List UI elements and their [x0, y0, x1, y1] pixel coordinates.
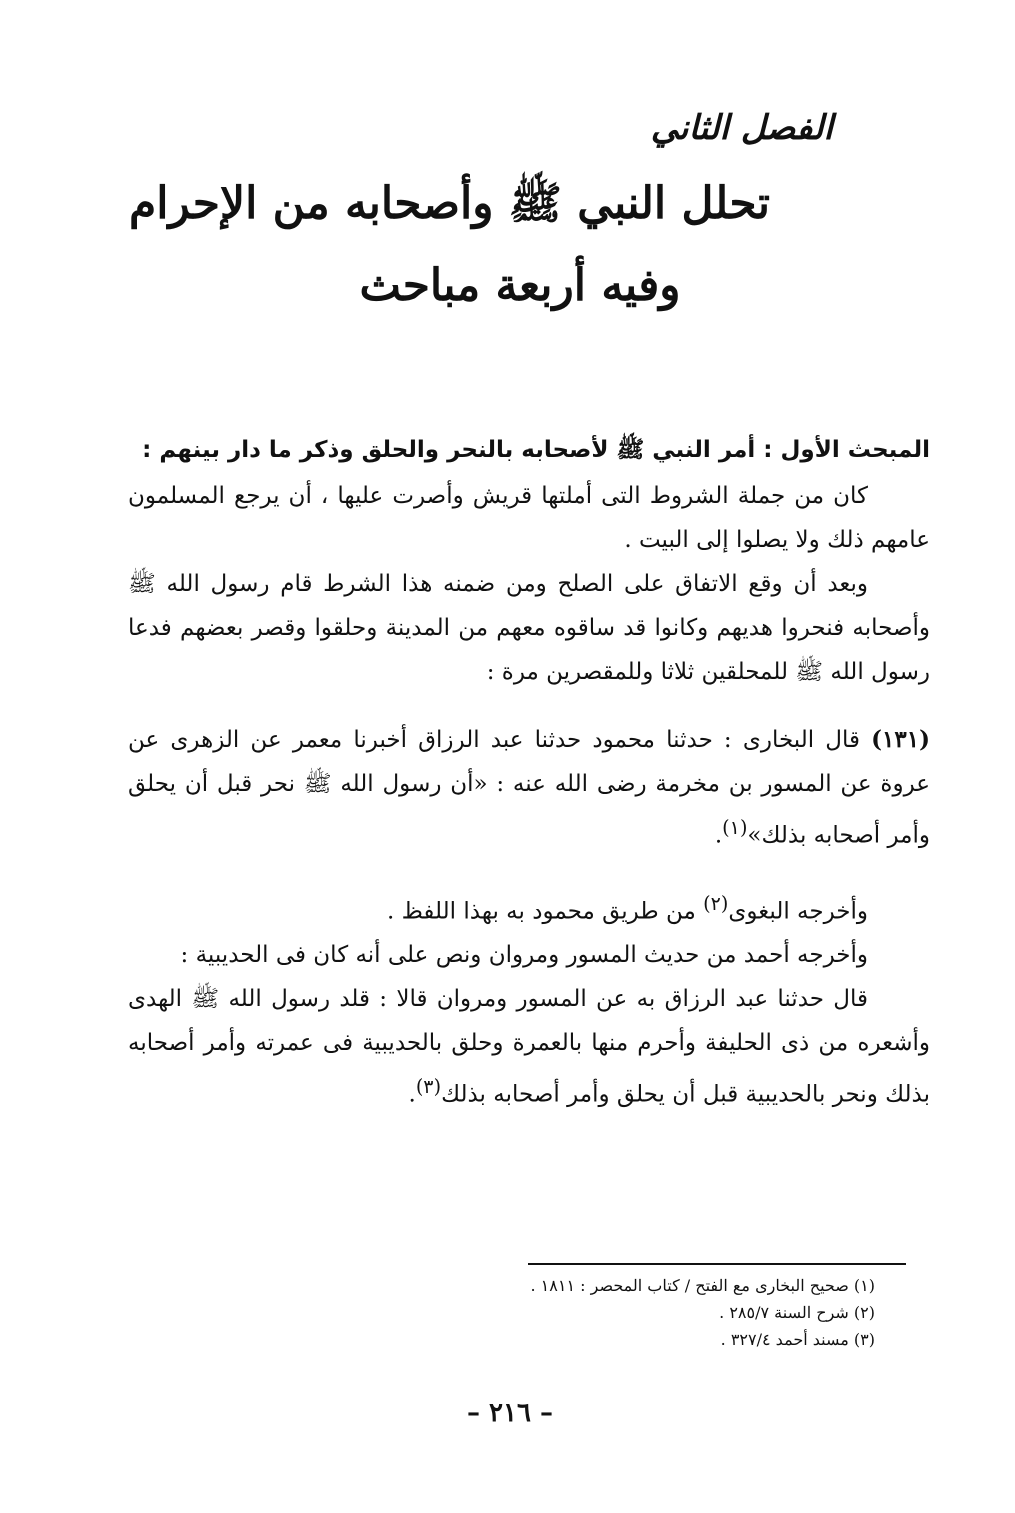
paragraph: كان من جملة الشروط التى أملتها قريش وأصرت عليها ، أن يرجع المسلمون عامهم ذلك ولا يصلوا إلى البيت .: [128, 483, 930, 553]
hadith-text: قال البخارى : حدثنا محمود حدثنا عبد الرزاق أخبرنا معمر عن الزهرى عن عروة عن المسور بن مخرمة رضى الله عنه : «أن رسول الله ﷺ نحر قبل أن يحلق وأمر أصحابه بذلك»: [128, 727, 930, 849]
paragraph: وبعد أن وقع الاتفاق على الصلح ومن ضمنه هذا الشرط قام رسول الله ﷺ وأصحابه فنحروا هديهم وكانوا قد ساقوه معهم من المدينة وحلقوا وقصر بعضهم فدعا رسول الله ﷺ للمحلقين ثلاثا وللمقصرين مرة :: [128, 571, 930, 685]
final-end: .: [408, 1081, 416, 1108]
baghawi-text-rest: من طريق محمود به بهذا اللفظ .: [386, 898, 696, 925]
chapter-title: تحلل النبي ﷺ وأصحابه من الإحرام: [129, 178, 770, 229]
spacer: [128, 858, 930, 882]
footnotes: [375, 1272, 875, 1353]
footnote: (١) صحيح البخارى مع الفتح / كتاب المحصر : ١٨١١ .: [530, 1276, 875, 1295]
page-number: – ٢١٦ –: [466, 1398, 554, 1428]
hadith-end: .: [714, 822, 723, 849]
section-heading: المبحث الأول : أمر النبي ﷺ لأصحابه بالنحر والحلق وذكر ما دار بينهم :: [142, 437, 930, 463]
footnote-ref: (٢): [703, 891, 729, 915]
final-text: قال حدثنا عبد الرزاق به عن المسور ومروان قالا : قلد رسول الله ﷺ الهدى وأشعره من ذى الحليفة وأحرم منها بالعمرة وحلق بالحديبية فى عمرته وأمر أصحابه بذلك ونحر بالحديبية قبل أن يحلق وأمر أصحابه بذلك: [128, 986, 930, 1108]
spacer: [128, 694, 930, 718]
hadith-paragraph: [128, 718, 930, 858]
baghawi-text: وأخرجه البغوى: [728, 898, 868, 925]
hadith-number: (١٣١): [871, 726, 930, 753]
footnote-ref: (٣): [415, 1075, 442, 1099]
footnote: (٢) شرح السنة ٢٨٥/٧ .: [719, 1303, 875, 1322]
chapter-label: الفصل الثاني: [650, 108, 833, 148]
main-content: [128, 428, 930, 1117]
chapter-subtitle: وفيه أربعة مباحث: [359, 260, 681, 311]
footnote: (٣) مسند أحمد ٣٢٧/٤ .: [720, 1330, 875, 1349]
paragraph: [128, 977, 930, 1117]
footnote-ref: (١): [722, 816, 748, 839]
paragraph: وأخرجه أحمد من حديث المسور ومروان ونص على أنه كان فى الحديبية :: [180, 942, 868, 969]
paragraph: [128, 882, 930, 934]
footnote-divider: [528, 1263, 906, 1265]
